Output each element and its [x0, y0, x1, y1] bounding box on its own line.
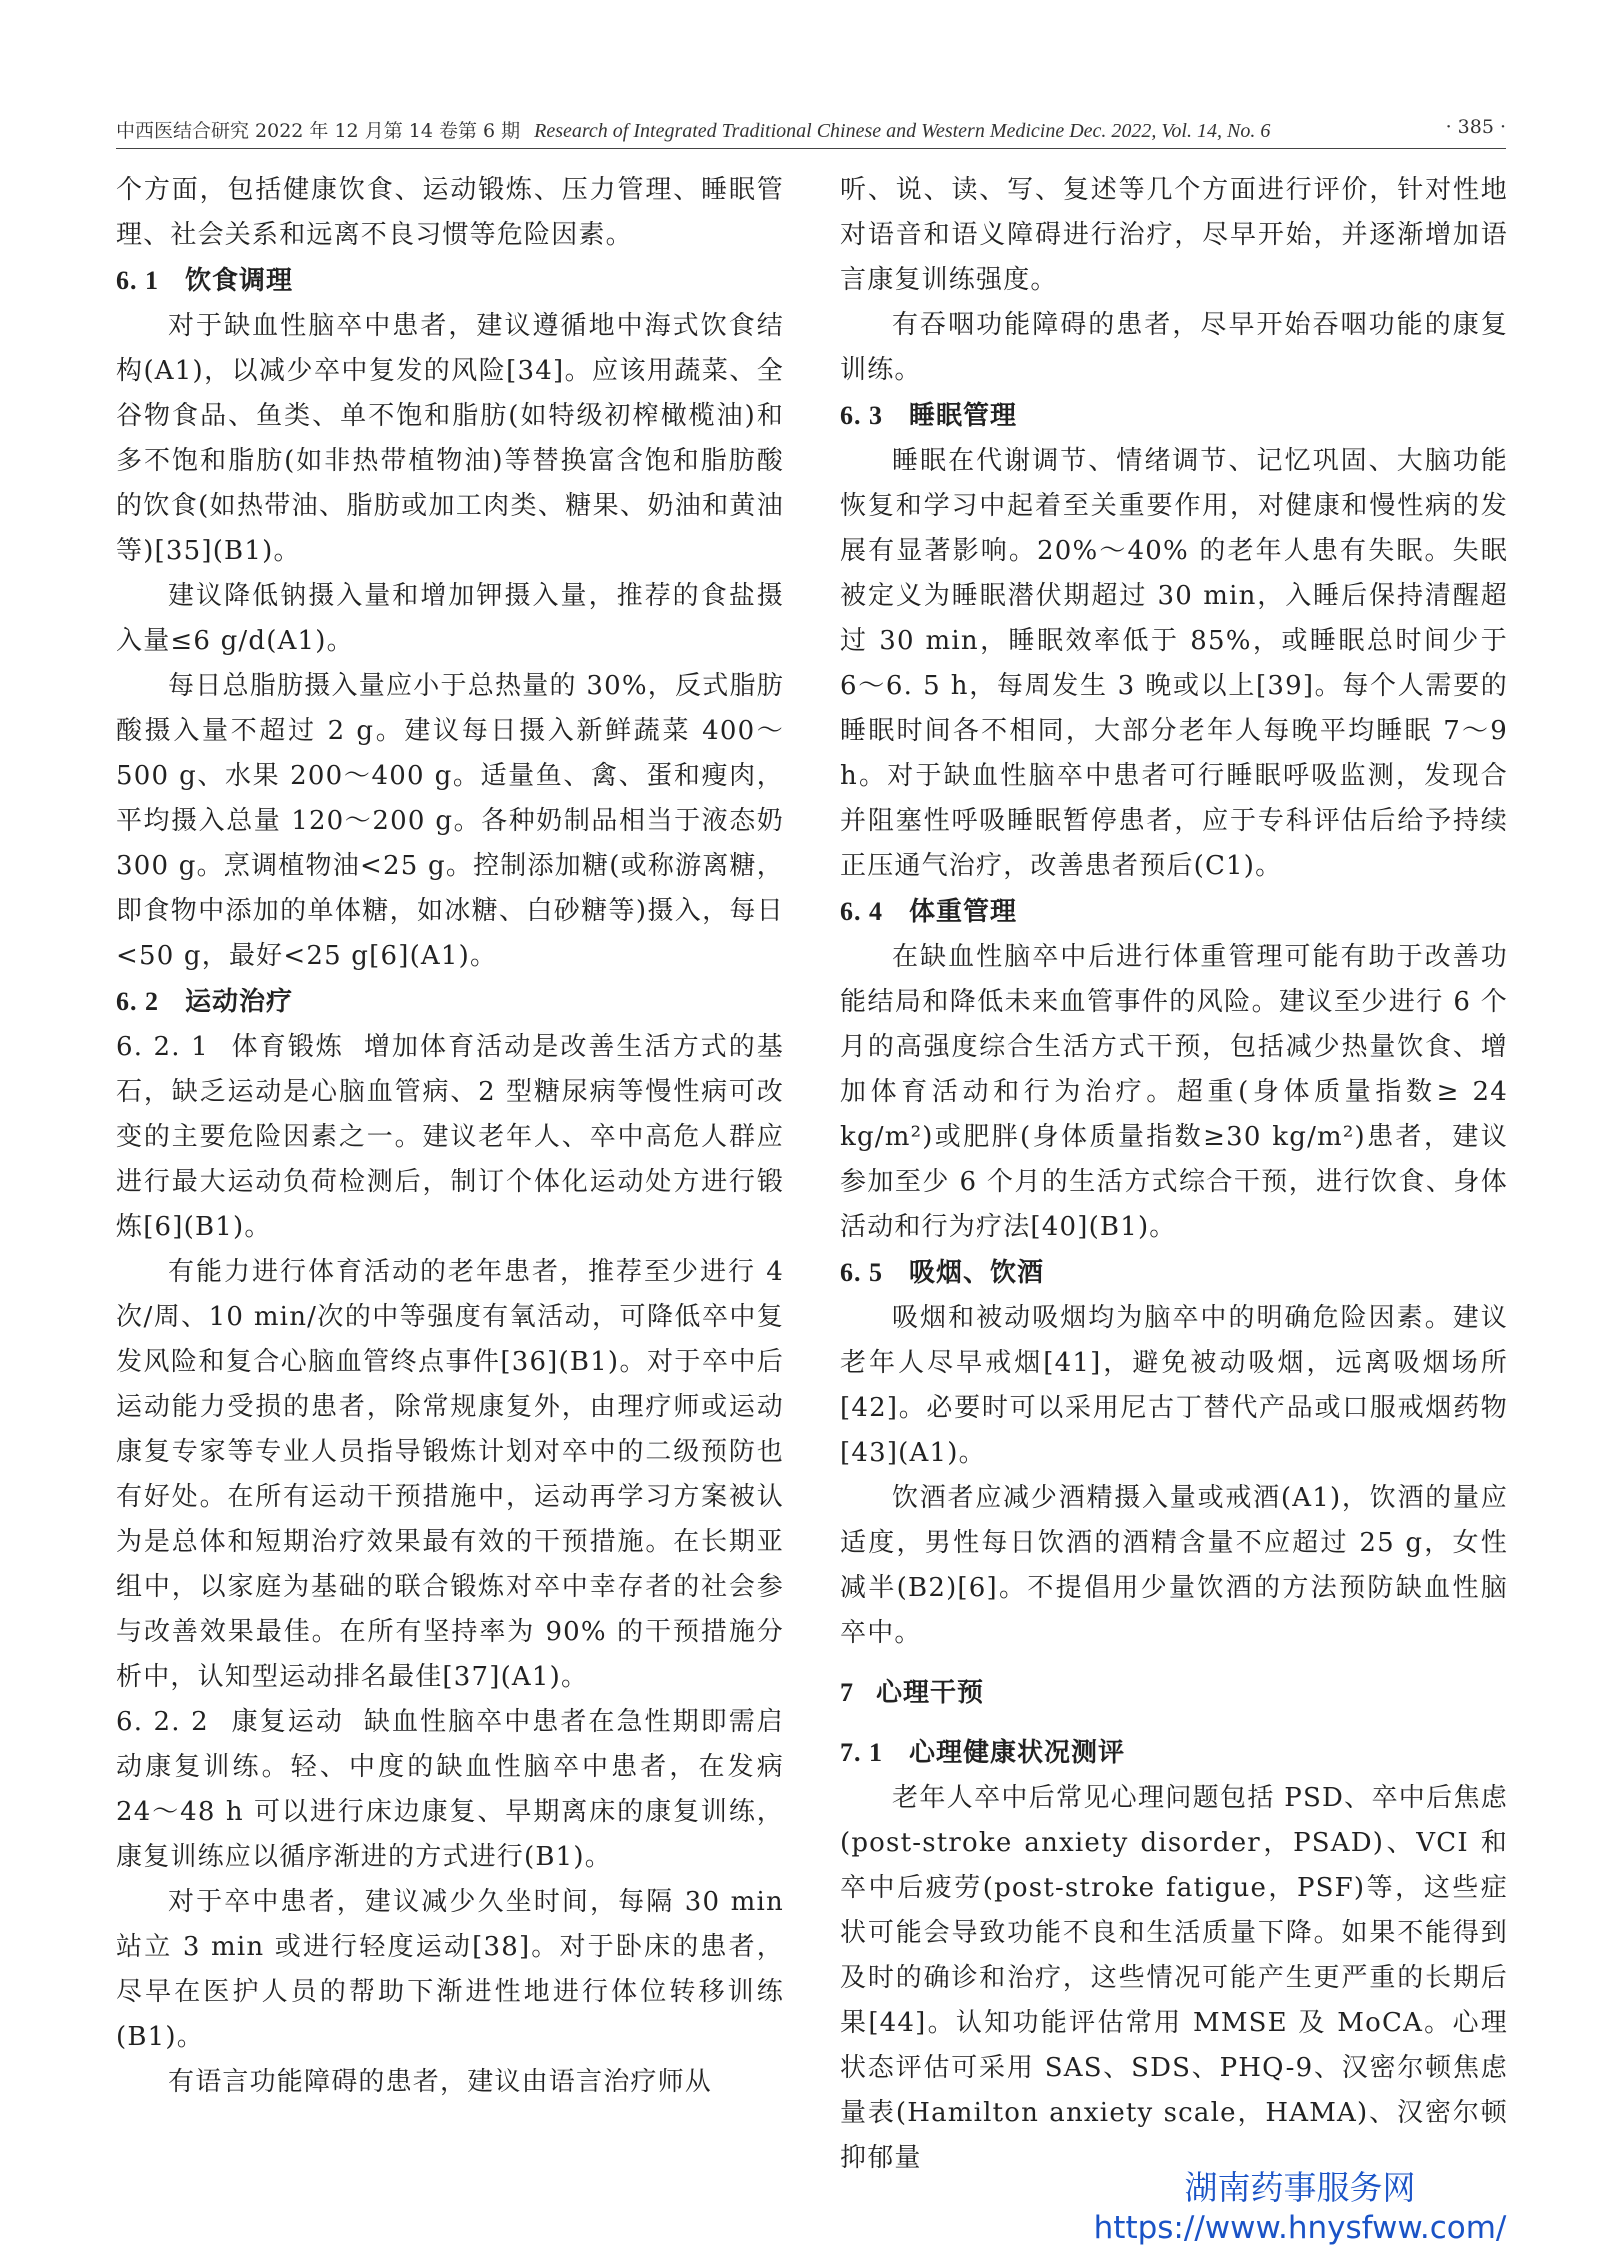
paragraph: 每日总脂肪摄入量应小于总热量的 30%，反式脂肪酸摄入量不超过 2 g。建议每日摄入新鲜蔬菜 400～500 g、水果 200～400 g。适量鱼、禽、蛋和瘦肉，平均摄入总量 120～200 g。各种奶制品相当于液态奶 300 g。烹调植物油<25 g。控制添加糖(或称游离糖，即食物中添加的单体糖，如冰糖、白砂糖等)摄入，每日<50 g，最好<25 g[6](A1)。 [116, 671, 784, 971]
section-title: 心理健康状况测评 [909, 1738, 1126, 1768]
section-heading-6-5 [840, 1250, 1508, 1296]
page-number: · 385 · [1445, 116, 1506, 138]
subsection-number: 6. 2. 1 [116, 1032, 209, 1062]
section-number: 6. 2 [116, 987, 159, 1016]
paragraph: 有能力进行体育活动的老年患者，推荐至少进行 4 次/周、10 min/次的中等强度有氧活动，可降低卒中复发风险和复合心脑血管终点事件[36](B1)。对于卒中后运动能力受损的患者，除常规康复外，由理疗师或运动康复专家等专业人员指导锻炼计划对卒中的二级预防也有好处。在所有运动干预措施中，运动再学习方案被认为是总体和短期治疗效果最有效的干预措施。在长期亚组中，以家庭为基础的联合锻炼对卒中幸存者的社会参与改善效果最佳。在所有坚持率为 90% 的干预措施分析中，认知型运动排名最佳[37](A1)。 [116, 1257, 784, 1692]
journal-citation [116, 116, 1270, 143]
section-number: 7 [840, 1678, 854, 1707]
section-title: 饮食调理 [185, 266, 294, 296]
section-heading-7-1 [840, 1730, 1508, 1776]
paragraph: 听、说、读、写、复述等几个方面进行评价，针对性地对语音和语义障碍进行治疗，尽早开始，并逐渐增加语言康复训练强度。 [840, 175, 1508, 295]
section-title: 睡眠管理 [909, 401, 1018, 431]
section-heading-6-3 [840, 393, 1508, 439]
paragraph-text: 增加体育活动是改善生活方式的基石，缺乏运动是心脑血管病、2 型糖尿病等慢性病可改变的主要危险因素之一。建议老年人、卒中高危人群应进行最大运动负荷检测后，制订个体化运动处方进行锻炼[6](B1)。 [116, 1032, 784, 1242]
paragraph: 有语言功能障碍的患者，建议由语言治疗师从 [168, 2067, 713, 2097]
paragraph: 在缺血性脑卒中后进行体重管理可能有助于改善功能结局和降低未来血管事件的风险。建议至少进行 6 个月的高强度综合生活方式干预，包括减少热量饮食、增加体育活动和行为治疗。超重(身体质量指数≥ 24 kg/m²)或肥胖(身体质量指数≥30 kg/m²)患者，建议参加至少 6 个月的生活方式综合干预，进行饮食、身体活动和行为疗法[40](B1)。 [840, 942, 1508, 1242]
journal-name-en: Research of Integrated Traditional Chinese and Western Medicine Dec. 2022, Vol. 14, No. 6 [534, 120, 1271, 142]
paragraph: 建议降低钠摄入量和增加钾摄入量，推荐的食盐摄入量≤6 g/d(A1)。 [116, 581, 784, 656]
site-watermark [1090, 2168, 1510, 2248]
section-heading-6-4 [840, 889, 1508, 935]
section-number: 6. 5 [840, 1258, 883, 1287]
section-heading-7 [840, 1670, 1508, 1716]
paragraph: 个方面，包括健康饮食、运动锻炼、压力管理、睡眠管理、社会关系和远离不良习惯等危险因素。 [116, 175, 784, 250]
section-heading-6-1 [116, 258, 784, 304]
subsection-paragraph-6-2-1 [116, 1025, 784, 1250]
subsection-number: 6. 2. 2 [116, 1707, 209, 1737]
paragraph: 老年人卒中后常见心理问题包括 PSD、卒中后焦虑(post-stroke anxiety disorder，PSAD)、VCI 和卒中后疲劳(post-stroke fatigue，PSF)等，这些症状可能会导致功能不良和生活质量下降。如果不能得到及时的确诊和治疗，这些情况可能产生更严重的长期后果[44]。认知功能评估常用 MMSE 及 MoCA。心理状态评估可采用 SAS、SDS、PHQ-9、汉密尔顿焦虑量表(Hamilton anxiety scale，HAMA)、汉密尔顿抑郁量 [840, 1783, 1508, 2173]
paragraph: 有吞咽功能障碍的患者，尽早开始吞咽功能的康复训练。 [840, 310, 1508, 385]
watermark-site-name: 湖南药事服务网 [1184, 2168, 1416, 2207]
subsection-title: 体育锻炼 [230, 1032, 344, 1062]
section-title: 吸烟、饮酒 [909, 1258, 1045, 1288]
section-number: 7. 1 [840, 1738, 883, 1767]
section-number: 6. 1 [116, 266, 159, 295]
section-number: 6. 3 [840, 401, 883, 430]
section-title: 心理干预 [876, 1678, 985, 1708]
paragraph: 对于缺血性脑卒中患者，建议遵循地中海式饮食结构(A1)，以减少卒中复发的风险[34]。应该用蔬菜、全谷物食品、鱼类、单不饱和脂肪(如特级初榨橄榄油)和多不饱和脂肪(如非热带植物油)等替换富含饱和脂肪酸的饮食(如热带油、脂肪或加工肉类、糖果、奶油和黄油等)[35](B1)。 [116, 311, 784, 566]
running-header [116, 112, 1506, 149]
section-title: 体重管理 [909, 897, 1018, 927]
section-number: 6. 4 [840, 897, 883, 926]
section-title: 运动治疗 [185, 987, 294, 1017]
right-column [840, 168, 1508, 2181]
section-heading-6-2 [116, 979, 784, 1025]
subsection-paragraph-6-2-2 [116, 1700, 784, 1880]
paragraph: 吸烟和被动吸烟均为脑卒中的明确危险因素。建议老年人尽早戒烟[41]，避免被动吸烟，远离吸烟场所[42]。必要时可以采用尼古丁替代产品或口服戒烟药物[43](A1)。 [840, 1303, 1508, 1468]
journal-name-cn: 中西医结合研究 2022 年 12 月第 14 卷第 6 期 [116, 120, 521, 142]
paragraph: 睡眠在代谢调节、情绪调节、记忆巩固、大脑功能恢复和学习中起着至关重要作用，对健康和慢性病的发展有显著影响。20%～40% 的老年人患有失眠。失眠被定义为睡眠潜伏期超过 30 min，入睡后保持清醒超过 30 min，睡眠效率低于 85%，或睡眠总时间少于 6～6. 5 h，每周发生 3 晚或以上[39]。每个人需要的睡眠时间各不相同，大部分老年人每晚平均睡眠 7～9 h。对于缺血性脑卒中患者可行睡眠呼吸监测，发现合并阻塞性呼吸睡眠暂停患者，应于专科评估后给予持续正压通气治疗，改善患者预后(C1)。 [840, 446, 1508, 881]
left-column [116, 168, 784, 2105]
watermark-url: https://www.hnysfww.com/ [1093, 2210, 1507, 2246]
paragraph-text: 缺血性脑卒中患者在急性期即需启动康复训练。轻、中度的缺血性脑卒中患者，在发病 24～48 h 可以进行床边康复、早期离床的康复训练，康复训练应以循序渐进的方式进行(B1)。 [116, 1707, 784, 1872]
subsection-title: 康复运动 [230, 1707, 344, 1737]
paragraph: 饮酒者应减少酒精摄入量或戒酒(A1)，饮酒的量应适度，男性每日饮酒的酒精含量不应超过 25 g，女性减半(B2)[6]。不提倡用少量饮酒的方法预防缺血性脑卒中。 [840, 1483, 1508, 1648]
paragraph: 对于卒中患者，建议减少久坐时间，每隔 30 min 站立 3 min 或进行轻度运动[38]。对于卧床的患者，尽早在医护人员的帮助下渐进性地进行体位转移训练(B1)。 [116, 1887, 784, 2052]
